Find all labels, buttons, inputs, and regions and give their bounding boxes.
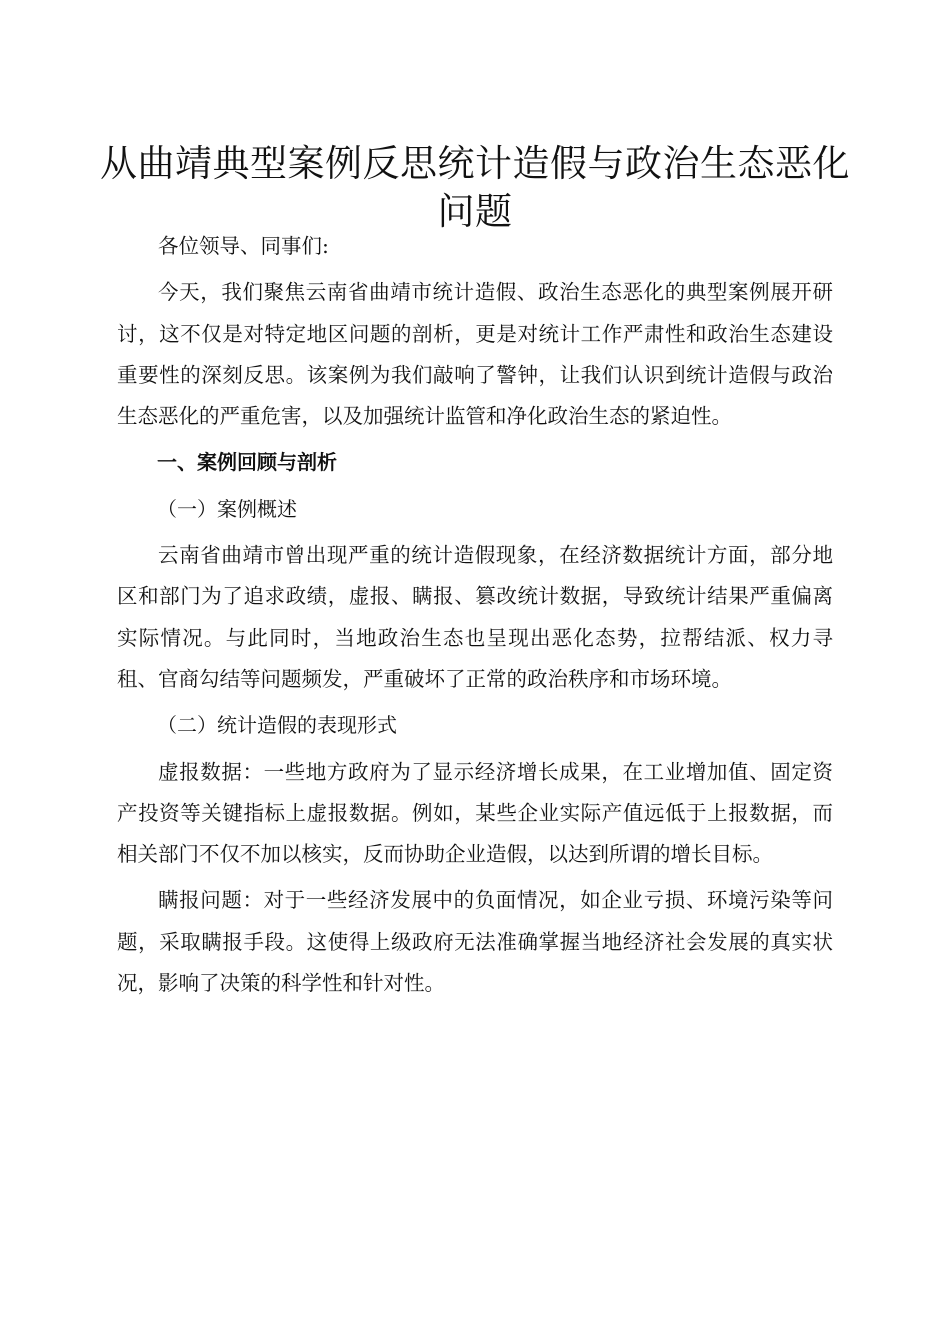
document-title: 从曲靖典型案例反思统计造假与政治生态恶化问题 bbox=[100, 142, 850, 233]
subsection-heading-forms: （二）统计造假的表现形式 bbox=[157, 713, 397, 738]
document-body bbox=[117, 226, 833, 1009]
concealment-paragraph: 瞒报问题：对于一些经济发展中的负面情况，如企业亏损、环境污染等问题，采取瞒报手段。这使得上级政府无法准确掌握当地经济社会发展的真实状况，影响了决策的科学性和针对性。 bbox=[117, 888, 833, 996]
false-reporting-paragraph: 虚报数据：一些地方政府为了显示经济增长成果，在工业增加值、固定资产投资等关键指标上虚报数据。例如，某些企业实际产值远低于上报数据，而相关部门不仅不加以核实，反而协助企业造假，以达到所谓的增长目标。 bbox=[117, 759, 833, 867]
section-heading-case-review: 一、案例回顾与剖析 bbox=[157, 450, 337, 475]
intro-paragraph: 今天，我们聚焦云南省曲靖市统计造假、政治生态恶化的典型案例展开研讨，这不仅是对特定地区问题的剖析，更是对统计工作严肃性和政治生态建设重要性的深刻反思。该案例为我们敲响了警钟，让我们认识到统计造假与政治生态恶化的严重危害，以及加强统计监管和净化政治生态的紧迫性。 bbox=[117, 280, 833, 429]
subsection-heading-overview: （一）案例概述 bbox=[157, 496, 297, 521]
greeting: 各位领导、同事们: bbox=[158, 234, 329, 258]
overview-paragraph: 云南省曲靖市曾出现严重的统计造假现象，在经济数据统计方面，部分地区和部门为了追求政绩，虚报、瞒报、篡改统计数据，导致统计结果严重偏离实际情况。与此同时，当地政治生态也呈现出恶化态势，拉帮结派、权力寻租、官商勾结等问题频发，严重破坏了正常的政治秩序和市场环境。 bbox=[117, 543, 833, 691]
